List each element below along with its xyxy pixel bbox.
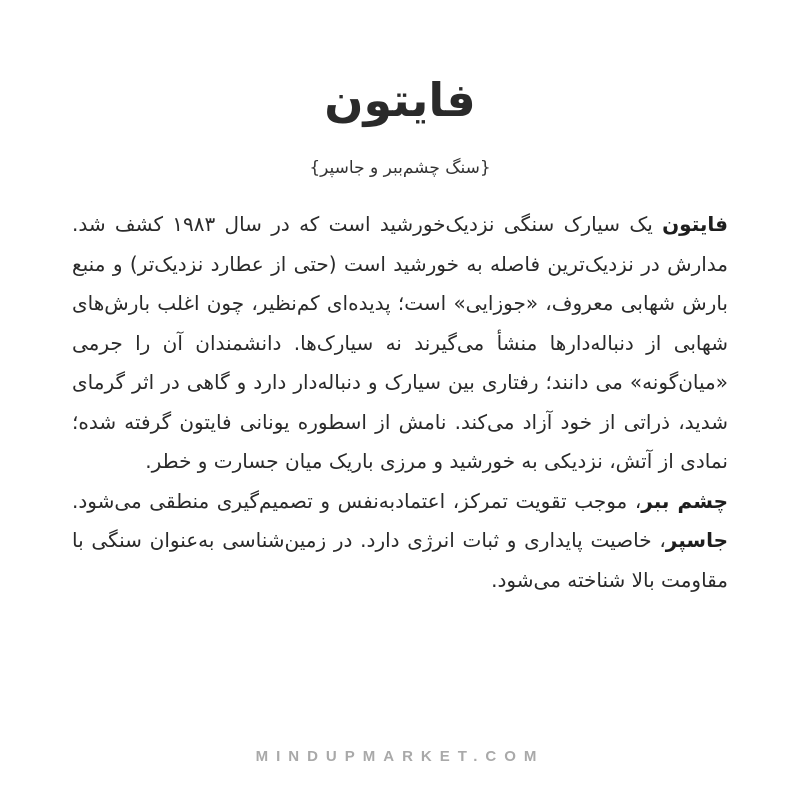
term-phaethon: فایتون xyxy=(662,212,728,236)
term-tiger-eye: چشم ببر xyxy=(641,488,729,513)
term-jasper: جاسپر xyxy=(665,528,728,552)
page-subtitle: {سنگ چشم‌ببر و جاسپر} xyxy=(309,158,491,178)
page-title: فایتون xyxy=(324,73,476,127)
paragraph-jasper-text: ، خاصیت پایداری و ثبات انرژی دارد. در زمین‌شناسی به‌عنوان سنگی با مقاومت بالا شناخته می‌شود. xyxy=(72,528,728,592)
paragraph-phaethon xyxy=(72,205,728,482)
article-body xyxy=(72,205,728,600)
paragraph-tiger-eye-text: ، موجب تقویت تمرکز، اعتمادبه‌نفس و تصمیم‌گیری منطقی می‌شود. xyxy=(72,488,642,513)
paragraph-stones xyxy=(72,482,728,601)
paragraph-phaethon-text: یک سیارک سنگی نزدیک‌خورشید است که در سال ۱۹۸۳ کشف شد. مدارش در نزدیک‌ترین فاصله به خورشید است (حتی از عطارد نزدیک‌تر) و منبع بارش شهابی معروف، «جوزایی» است؛ پدیده‌ای کم‌نظیر، چون اغلب بارش‌های شهابی از دنباله‌دارها منشأ می‌گیرند نه سیارک‌ها. دانشمندان آن را جرمی «میان‌گونه» می دانند؛ رفتاری بین سیارک و دنباله‌دار دارد و گاهی در اثر گرمای شدید، ذراتی از خود آزاد می‌کند. نامش از اسطوره یونانی فایتون گرفته شده؛ نمادی از آتش، نزدیکی به خورشید و مرزی باریک میان جسارت و خطر. xyxy=(72,212,728,473)
footer-site-url: MINDUPMARKET.COM xyxy=(255,748,545,765)
